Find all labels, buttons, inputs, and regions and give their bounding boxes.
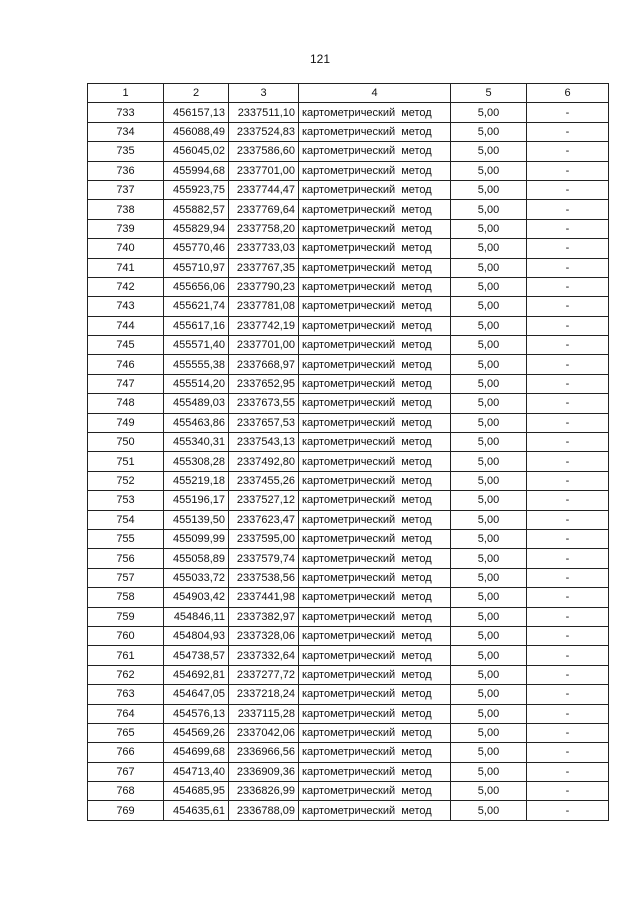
table-row: [88, 180, 609, 199]
method-cell: картометрический метод: [299, 549, 451, 568]
y-coordinate-cell: 2337524,83: [229, 122, 299, 141]
table-row: [88, 510, 609, 529]
point-number-cell: 737: [88, 180, 164, 199]
method-cell: картометрический метод: [299, 142, 451, 161]
point-number-cell: 755: [88, 529, 164, 548]
accuracy-cell: 5,00: [451, 491, 527, 510]
y-coordinate-cell: 2337511,10: [229, 103, 299, 122]
point-number-cell: 748: [88, 394, 164, 413]
table-row: [88, 723, 609, 742]
x-coordinate-cell: 455923,75: [164, 180, 229, 199]
point-number-cell: 768: [88, 782, 164, 801]
point-number-cell: 753: [88, 491, 164, 510]
point-number-cell: 733: [88, 103, 164, 122]
method-cell: картометрический метод: [299, 665, 451, 684]
accuracy-cell: 5,00: [451, 413, 527, 432]
y-coordinate-cell: 2337382,97: [229, 607, 299, 626]
point-number-cell: 761: [88, 646, 164, 665]
x-coordinate-cell: 455514,20: [164, 374, 229, 393]
point-number-cell: 764: [88, 704, 164, 723]
table-row: [88, 413, 609, 432]
table-row: [88, 336, 609, 355]
accuracy-cell: 5,00: [451, 258, 527, 277]
y-coordinate-cell: 2336966,56: [229, 743, 299, 762]
method-cell: картометрический метод: [299, 316, 451, 335]
method-cell: картометрический метод: [299, 180, 451, 199]
description-cell: -: [527, 685, 609, 704]
description-cell: -: [527, 413, 609, 432]
method-cell: картометрический метод: [299, 452, 451, 471]
x-coordinate-cell: 455829,94: [164, 219, 229, 238]
description-cell: -: [527, 723, 609, 742]
point-number-cell: 734: [88, 122, 164, 141]
description-cell: -: [527, 568, 609, 587]
header-cell-5: 5: [451, 84, 527, 103]
accuracy-cell: 5,00: [451, 529, 527, 548]
table-row: [88, 471, 609, 490]
x-coordinate-cell: 455139,50: [164, 510, 229, 529]
accuracy-cell: 5,00: [451, 142, 527, 161]
description-cell: -: [527, 762, 609, 781]
table-row: [88, 122, 609, 141]
x-coordinate-cell: 455308,28: [164, 452, 229, 471]
method-cell: картометрический метод: [299, 471, 451, 490]
header-cell-4: 4: [299, 84, 451, 103]
accuracy-cell: 5,00: [451, 200, 527, 219]
method-cell: картометрический метод: [299, 413, 451, 432]
accuracy-cell: 5,00: [451, 782, 527, 801]
point-number-cell: 756: [88, 549, 164, 568]
point-number-cell: 769: [88, 801, 164, 820]
point-number-cell: 747: [88, 374, 164, 393]
description-cell: -: [527, 336, 609, 355]
table-row: [88, 200, 609, 219]
table-row: [88, 782, 609, 801]
accuracy-cell: 5,00: [451, 704, 527, 723]
description-cell: -: [527, 607, 609, 626]
header-row: [88, 84, 609, 103]
point-number-cell: 742: [88, 277, 164, 296]
accuracy-cell: 5,00: [451, 685, 527, 704]
accuracy-cell: 5,00: [451, 762, 527, 781]
table-row: [88, 743, 609, 762]
point-number-cell: 738: [88, 200, 164, 219]
method-cell: картометрический метод: [299, 723, 451, 742]
table-row: [88, 529, 609, 548]
description-cell: -: [527, 452, 609, 471]
accuracy-cell: 5,00: [451, 180, 527, 199]
x-coordinate-cell: 455571,40: [164, 336, 229, 355]
x-coordinate-cell: 454569,26: [164, 723, 229, 742]
method-cell: картометрический метод: [299, 588, 451, 607]
point-number-cell: 744: [88, 316, 164, 335]
page-number: 121: [309, 52, 331, 66]
y-coordinate-cell: 2337277,72: [229, 665, 299, 684]
y-coordinate-cell: 2337332,64: [229, 646, 299, 665]
description-cell: -: [527, 239, 609, 258]
y-coordinate-cell: 2337595,00: [229, 529, 299, 548]
accuracy-cell: 5,00: [451, 452, 527, 471]
x-coordinate-cell: 455058,89: [164, 549, 229, 568]
x-coordinate-cell: 455994,68: [164, 161, 229, 180]
point-number-cell: 767: [88, 762, 164, 781]
description-cell: -: [527, 122, 609, 141]
accuracy-cell: 5,00: [451, 355, 527, 374]
y-coordinate-cell: 2337115,28: [229, 704, 299, 723]
header-cell-6: 6: [527, 84, 609, 103]
y-coordinate-cell: 2337441,98: [229, 588, 299, 607]
x-coordinate-cell: 455770,46: [164, 239, 229, 258]
description-cell: -: [527, 801, 609, 820]
x-coordinate-cell: 455340,31: [164, 433, 229, 452]
method-cell: картометрический метод: [299, 297, 451, 316]
table-row: [88, 607, 609, 626]
y-coordinate-cell: 2337790,23: [229, 277, 299, 296]
method-cell: картометрический метод: [299, 374, 451, 393]
method-cell: картометрический метод: [299, 103, 451, 122]
x-coordinate-cell: 456157,13: [164, 103, 229, 122]
method-cell: картометрический метод: [299, 646, 451, 665]
point-number-cell: 760: [88, 626, 164, 645]
description-cell: -: [527, 297, 609, 316]
point-number-cell: 751: [88, 452, 164, 471]
method-cell: картометрический метод: [299, 239, 451, 258]
accuracy-cell: 5,00: [451, 607, 527, 626]
header-cell-1: 1: [88, 84, 164, 103]
accuracy-cell: 5,00: [451, 801, 527, 820]
header-cell-3: 3: [229, 84, 299, 103]
accuracy-cell: 5,00: [451, 374, 527, 393]
table-row: [88, 258, 609, 277]
accuracy-cell: 5,00: [451, 588, 527, 607]
method-cell: картометрический метод: [299, 200, 451, 219]
point-number-cell: 736: [88, 161, 164, 180]
method-cell: картометрический метод: [299, 394, 451, 413]
description-cell: -: [527, 277, 609, 296]
method-cell: картометрический метод: [299, 161, 451, 180]
description-cell: -: [527, 491, 609, 510]
method-cell: картометрический метод: [299, 510, 451, 529]
table-row: [88, 433, 609, 452]
accuracy-cell: 5,00: [451, 510, 527, 529]
accuracy-cell: 5,00: [451, 626, 527, 645]
x-coordinate-cell: 455099,99: [164, 529, 229, 548]
description-cell: -: [527, 103, 609, 122]
accuracy-cell: 5,00: [451, 336, 527, 355]
y-coordinate-cell: 2337673,55: [229, 394, 299, 413]
description-cell: -: [527, 258, 609, 277]
x-coordinate-cell: 455033,72: [164, 568, 229, 587]
point-number-cell: 766: [88, 743, 164, 762]
description-cell: -: [527, 394, 609, 413]
description-cell: -: [527, 782, 609, 801]
accuracy-cell: 5,00: [451, 471, 527, 490]
table-row: [88, 646, 609, 665]
description-cell: -: [527, 743, 609, 762]
method-cell: картометрический метод: [299, 762, 451, 781]
accuracy-cell: 5,00: [451, 665, 527, 684]
point-number-cell: 741: [88, 258, 164, 277]
method-cell: картометрический метод: [299, 626, 451, 645]
description-cell: -: [527, 161, 609, 180]
accuracy-cell: 5,00: [451, 161, 527, 180]
accuracy-cell: 5,00: [451, 568, 527, 587]
method-cell: картометрический метод: [299, 219, 451, 238]
x-coordinate-cell: 455710,97: [164, 258, 229, 277]
accuracy-cell: 5,00: [451, 549, 527, 568]
description-cell: -: [527, 180, 609, 199]
x-coordinate-cell: 454647,05: [164, 685, 229, 704]
point-number-cell: 735: [88, 142, 164, 161]
accuracy-cell: 5,00: [451, 646, 527, 665]
description-cell: -: [527, 588, 609, 607]
y-coordinate-cell: 2337543,13: [229, 433, 299, 452]
method-cell: картометрический метод: [299, 433, 451, 452]
x-coordinate-cell: 455219,18: [164, 471, 229, 490]
y-coordinate-cell: 2337744,47: [229, 180, 299, 199]
table-row: [88, 374, 609, 393]
x-coordinate-cell: 454692,81: [164, 665, 229, 684]
table-row: [88, 239, 609, 258]
y-coordinate-cell: 2337652,95: [229, 374, 299, 393]
x-coordinate-cell: 454846,11: [164, 607, 229, 626]
method-cell: картометрический метод: [299, 568, 451, 587]
table-row: [88, 142, 609, 161]
y-coordinate-cell: 2337527,12: [229, 491, 299, 510]
table-row: [88, 801, 609, 820]
y-coordinate-cell: 2337781,08: [229, 297, 299, 316]
y-coordinate-cell: 2337668,97: [229, 355, 299, 374]
y-coordinate-cell: 2337742,19: [229, 316, 299, 335]
point-number-cell: 763: [88, 685, 164, 704]
method-cell: картометрический метод: [299, 607, 451, 626]
y-coordinate-cell: 2337328,06: [229, 626, 299, 645]
x-coordinate-cell: 455489,03: [164, 394, 229, 413]
table-row: [88, 665, 609, 684]
x-coordinate-cell: 454576,13: [164, 704, 229, 723]
table-row: [88, 103, 609, 122]
x-coordinate-cell: 455617,16: [164, 316, 229, 335]
description-cell: -: [527, 374, 609, 393]
description-cell: -: [527, 200, 609, 219]
y-coordinate-cell: 2337042,06: [229, 723, 299, 742]
x-coordinate-cell: 454804,93: [164, 626, 229, 645]
description-cell: -: [527, 355, 609, 374]
point-number-cell: 749: [88, 413, 164, 432]
y-coordinate-cell: 2337657,53: [229, 413, 299, 432]
accuracy-cell: 5,00: [451, 239, 527, 258]
method-cell: картометрический метод: [299, 277, 451, 296]
y-coordinate-cell: 2337579,74: [229, 549, 299, 568]
description-cell: -: [527, 665, 609, 684]
accuracy-cell: 5,00: [451, 297, 527, 316]
y-coordinate-cell: 2337492,80: [229, 452, 299, 471]
table-row: [88, 277, 609, 296]
method-cell: картометрический метод: [299, 782, 451, 801]
description-cell: -: [527, 433, 609, 452]
description-cell: -: [527, 219, 609, 238]
method-cell: картометрический метод: [299, 122, 451, 141]
description-cell: -: [527, 510, 609, 529]
table-row: [88, 452, 609, 471]
point-number-cell: 762: [88, 665, 164, 684]
accuracy-cell: 5,00: [451, 743, 527, 762]
x-coordinate-cell: 455656,06: [164, 277, 229, 296]
accuracy-cell: 5,00: [451, 433, 527, 452]
point-number-cell: 743: [88, 297, 164, 316]
point-number-cell: 759: [88, 607, 164, 626]
accuracy-cell: 5,00: [451, 394, 527, 413]
x-coordinate-cell: 454635,61: [164, 801, 229, 820]
point-number-cell: 758: [88, 588, 164, 607]
point-number-cell: 750: [88, 433, 164, 452]
method-cell: картометрический метод: [299, 336, 451, 355]
point-number-cell: 752: [88, 471, 164, 490]
method-cell: картометрический метод: [299, 704, 451, 723]
x-coordinate-cell: 454699,68: [164, 743, 229, 762]
y-coordinate-cell: 2337586,60: [229, 142, 299, 161]
description-cell: -: [527, 626, 609, 645]
y-coordinate-cell: 2337769,64: [229, 200, 299, 219]
table-row: [88, 704, 609, 723]
table-row: [88, 316, 609, 335]
point-number-cell: 765: [88, 723, 164, 742]
table-row: [88, 297, 609, 316]
accuracy-cell: 5,00: [451, 122, 527, 141]
header-cell-2: 2: [164, 84, 229, 103]
x-coordinate-cell: 456045,02: [164, 142, 229, 161]
x-coordinate-cell: 455882,57: [164, 200, 229, 219]
x-coordinate-cell: 455196,17: [164, 491, 229, 510]
x-coordinate-cell: 454738,57: [164, 646, 229, 665]
point-number-cell: 740: [88, 239, 164, 258]
y-coordinate-cell: 2337623,47: [229, 510, 299, 529]
x-coordinate-cell: 454903,42: [164, 588, 229, 607]
method-cell: картометрический метод: [299, 258, 451, 277]
y-coordinate-cell: 2337538,56: [229, 568, 299, 587]
description-cell: -: [527, 549, 609, 568]
accuracy-cell: 5,00: [451, 277, 527, 296]
method-cell: картометрический метод: [299, 743, 451, 762]
description-cell: -: [527, 316, 609, 335]
table-row: [88, 626, 609, 645]
method-cell: картометрический метод: [299, 491, 451, 510]
description-cell: -: [527, 529, 609, 548]
y-coordinate-cell: 2337455,26: [229, 471, 299, 490]
y-coordinate-cell: 2337733,03: [229, 239, 299, 258]
table-body: [88, 103, 609, 820]
point-number-cell: 745: [88, 336, 164, 355]
description-cell: -: [527, 646, 609, 665]
y-coordinate-cell: 2336909,36: [229, 762, 299, 781]
x-coordinate-cell: 454685,95: [164, 782, 229, 801]
table-row: [88, 685, 609, 704]
accuracy-cell: 5,00: [451, 316, 527, 335]
coordinates-table: [87, 83, 609, 821]
table-row: [88, 491, 609, 510]
description-cell: -: [527, 471, 609, 490]
accuracy-cell: 5,00: [451, 723, 527, 742]
accuracy-cell: 5,00: [451, 219, 527, 238]
y-coordinate-cell: 2336826,99: [229, 782, 299, 801]
table-header: [88, 84, 609, 103]
accuracy-cell: 5,00: [451, 103, 527, 122]
table-row: [88, 394, 609, 413]
x-coordinate-cell: 454713,40: [164, 762, 229, 781]
y-coordinate-cell: 2336788,09: [229, 801, 299, 820]
y-coordinate-cell: 2337701,00: [229, 161, 299, 180]
table-row: [88, 355, 609, 374]
table-row: [88, 161, 609, 180]
point-number-cell: 739: [88, 219, 164, 238]
description-cell: -: [527, 142, 609, 161]
method-cell: картометрический метод: [299, 685, 451, 704]
table-row: [88, 549, 609, 568]
method-cell: картометрический метод: [299, 801, 451, 820]
y-coordinate-cell: 2337767,35: [229, 258, 299, 277]
y-coordinate-cell: 2337758,20: [229, 219, 299, 238]
y-coordinate-cell: 2337218,24: [229, 685, 299, 704]
point-number-cell: 746: [88, 355, 164, 374]
table-row: [88, 219, 609, 238]
x-coordinate-cell: 456088,49: [164, 122, 229, 141]
table-row: [88, 568, 609, 587]
table-row: [88, 588, 609, 607]
y-coordinate-cell: 2337701,00: [229, 336, 299, 355]
point-number-cell: 757: [88, 568, 164, 587]
x-coordinate-cell: 455555,38: [164, 355, 229, 374]
table-row: [88, 762, 609, 781]
description-cell: -: [527, 704, 609, 723]
method-cell: картометрический метод: [299, 355, 451, 374]
point-number-cell: 754: [88, 510, 164, 529]
x-coordinate-cell: 455621,74: [164, 297, 229, 316]
method-cell: картометрический метод: [299, 529, 451, 548]
x-coordinate-cell: 455463,86: [164, 413, 229, 432]
